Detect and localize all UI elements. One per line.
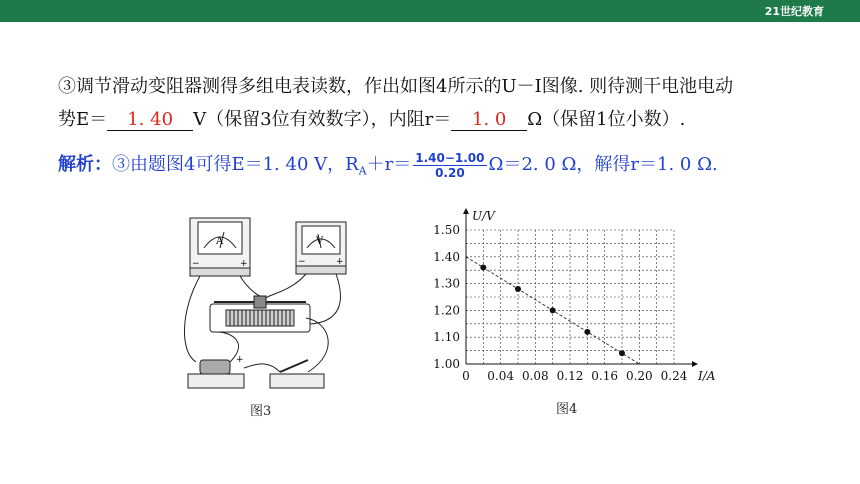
solution-line (58, 150, 718, 180)
battery-cell (200, 360, 230, 374)
voltmeter-plus: + (336, 257, 344, 267)
wire-1 (184, 276, 200, 362)
question-line2-mid: V（保留3位有效数字），内阻r＝ (193, 109, 452, 130)
voltmeter-minus: − (298, 257, 306, 267)
x-tick-label: 0.04 (487, 369, 515, 383)
solution-label: 解析： (58, 154, 112, 175)
answer-emf: 1. 40 (107, 110, 193, 131)
origin-label: 0 (462, 369, 470, 383)
x-tick-label: 0.16 (591, 369, 619, 383)
fraction-numerator: 1.40−1.00 (415, 150, 485, 165)
figure4-caption: 图4 (556, 402, 578, 417)
solution-part2: ＋r＝ (366, 154, 412, 175)
solution-part3: Ω＝2. 0 Ω，解得r＝1. 0 Ω. (488, 154, 718, 175)
voltmeter-symbol: V (316, 236, 324, 247)
solution-part1: ③由题图4可得E＝1. 40 V，R (112, 154, 359, 175)
data-point (619, 350, 625, 356)
wire-2 (240, 276, 260, 296)
solution-fraction (413, 151, 486, 180)
rheostat-slider (254, 296, 266, 308)
ui-chart (420, 206, 716, 391)
y-tick-label: 1.40 (433, 249, 460, 264)
data-point (550, 307, 556, 313)
voltmeter-base (296, 266, 346, 274)
x-tick-label: 0.08 (521, 369, 549, 383)
figure3-caption: 图3 (250, 404, 272, 419)
y-axis-arrow (463, 208, 469, 214)
switch-lever (280, 360, 308, 372)
top-banner (0, 0, 860, 22)
battery-base (188, 374, 244, 388)
data-point (584, 329, 590, 335)
data-point (515, 286, 521, 292)
fraction-denominator: 0.20 (435, 165, 465, 180)
chart-grid (466, 230, 674, 364)
y-tick-label: 1.50 (433, 223, 460, 237)
wire-7 (310, 274, 340, 324)
wire-4 (244, 364, 280, 372)
y-axis-title: U/V (472, 209, 495, 223)
question-line-1: ③调节滑动变阻器测得多组电表读数，作出如图4所示的U－I图像. 则待测干电池电动 (58, 76, 734, 97)
question-line2-pre: 势E＝ (58, 109, 108, 130)
battery-plus: + (236, 355, 244, 365)
x-axis-title: I/A (698, 369, 716, 383)
wire-6 (266, 274, 306, 298)
data-point (480, 265, 486, 271)
switch-base (270, 374, 324, 388)
ammeter-minus: − (192, 259, 200, 269)
chart-labels (433, 209, 716, 383)
rheostat-coil (226, 310, 294, 326)
ammeter-base (190, 268, 250, 276)
y-tick-label: 1.10 (433, 330, 460, 345)
y-tick-label: 1.00 (433, 357, 460, 371)
ammeter-symbol: A (216, 236, 224, 247)
x-axis-arrow (692, 361, 698, 367)
x-tick-label: 0.24 (660, 369, 688, 383)
solution-subscript: A (358, 164, 367, 178)
y-tick-label: 1.20 (433, 303, 460, 318)
brand-logo: 21世纪教育 (764, 5, 824, 18)
ammeter-plus: + (240, 259, 248, 269)
x-tick-label: 0.12 (556, 369, 584, 383)
x-tick-label: 0.20 (625, 369, 653, 383)
circuit-figure (170, 212, 350, 402)
y-tick-label: 1.30 (433, 276, 460, 291)
chart-axes (463, 208, 698, 367)
question-line-2 (58, 105, 685, 131)
answer-resistance: 1. 0 (451, 110, 527, 131)
question-line2-post: Ω（保留1位小数）. (527, 109, 686, 130)
